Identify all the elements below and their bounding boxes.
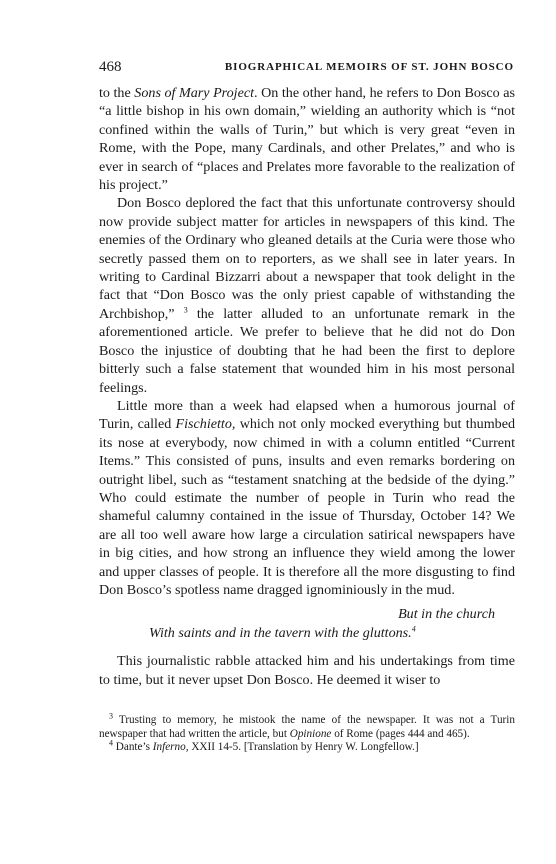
footnote-4 (99, 738, 515, 755)
quote-line-2 (99, 624, 515, 642)
footnote-4-text-c: XXII 14-5. [Translation by Henry W. Longfellow.] (188, 741, 419, 754)
p1-italic-title: Sons of Mary Project (134, 85, 255, 101)
page-number: 468 (99, 59, 122, 75)
p3-text-a: Little more than a week had elapsed when a humorous journal of Turin, called (99, 397, 515, 433)
body-text (99, 84, 515, 689)
footnotes (99, 711, 515, 755)
footnote-3-text-c: of Rome (pages 444 and 465). (331, 727, 470, 740)
p2-text-b: the latter alluded to an unfortunate remark in the aforementioned article. We prefer to believe that he did not do Don Bosco the injustice of doubting that he had been the first to deplore bitterly such a false statement that wounded him in his most personal feelings. (99, 305, 515, 396)
p1-text-a: to the (99, 85, 135, 101)
p1-text-c: . On the other hand, he refers to Don Bosco as “a little bishop in his own domain,” wielding an authority which is “not confined within the walls of Turin,” but which is very great “even in Rome, with the Pope, many Cardinals, and other Prelates,” and who is ever in search of “places and Prelates more favorable to the realization of his project.” (99, 85, 515, 194)
footnote-ref-3: 3 (183, 305, 188, 315)
running-head: BIOGRAPHICAL MEMOIRS OF ST. JOHN BOSCO (224, 61, 514, 73)
page-header (99, 59, 514, 79)
footnote-3-text-a: Trusting to memory, he mistook the name of the newspaper. It was not a Turin newspaper that had written the article, but (99, 714, 515, 740)
footnote-4-mark: 4 (109, 738, 113, 748)
footnote-ref-4: 4 (411, 624, 416, 634)
paragraph-2 (99, 194, 515, 396)
quote-line-1: But in the church (398, 606, 495, 623)
paragraph-4: This journalistic rabble attacked him and his undertakings from time to time, but it never upset Don Bosco. He deemed it wiser to (99, 653, 515, 688)
footnote-3-italic: Opinione (289, 727, 332, 740)
footnote-3-mark: 3 (109, 711, 113, 721)
footnote-4-italic: Inferno, (152, 741, 189, 754)
footnote-3 (99, 711, 515, 741)
p2-text-a: Don Bosco deplored the fact that this unfortunate controversy should now provide subject matter for articles in newspapers of this kind. The enemies of the Ordinary who gleaned details at the Curia were those who secretly passed them on to reporters, as we shall see in later years. In writing to Cardinal Bizzarri about a newspaper that took delight in the fact that “Don Bosco was the only priest capable of withstanding the Archbishop,” (99, 195, 515, 322)
footnote-4-text-a: Dante’s (113, 741, 153, 754)
quote-line-2-text: With saints and in the tavern with the gluttons. (149, 624, 412, 641)
p3-italic-journal: Fischietto, (175, 416, 236, 433)
paragraph-3 (99, 397, 515, 599)
p3-text-c: which not only mocked everything but thumbed its nose at everybody, now chimed in with a column entitled “Current Items.” This consisted of puns, insults and even remarks bordering on outright libel, such as “testament snatching at the bedside of the dying.” Who could estimate the number of people in Turin who read the shameful calumny contained in the issue of Thursday, October 14? We are all too well aware how large a circulation satirical newspapers have in big cities, and how strong an influence they wield among the lower and upper classes of people. It is therefore all the more disgusting to find Don Bosco’s spotless name dragged ignominiously in the mud. (99, 416, 516, 598)
paragraph-1 (99, 84, 515, 194)
